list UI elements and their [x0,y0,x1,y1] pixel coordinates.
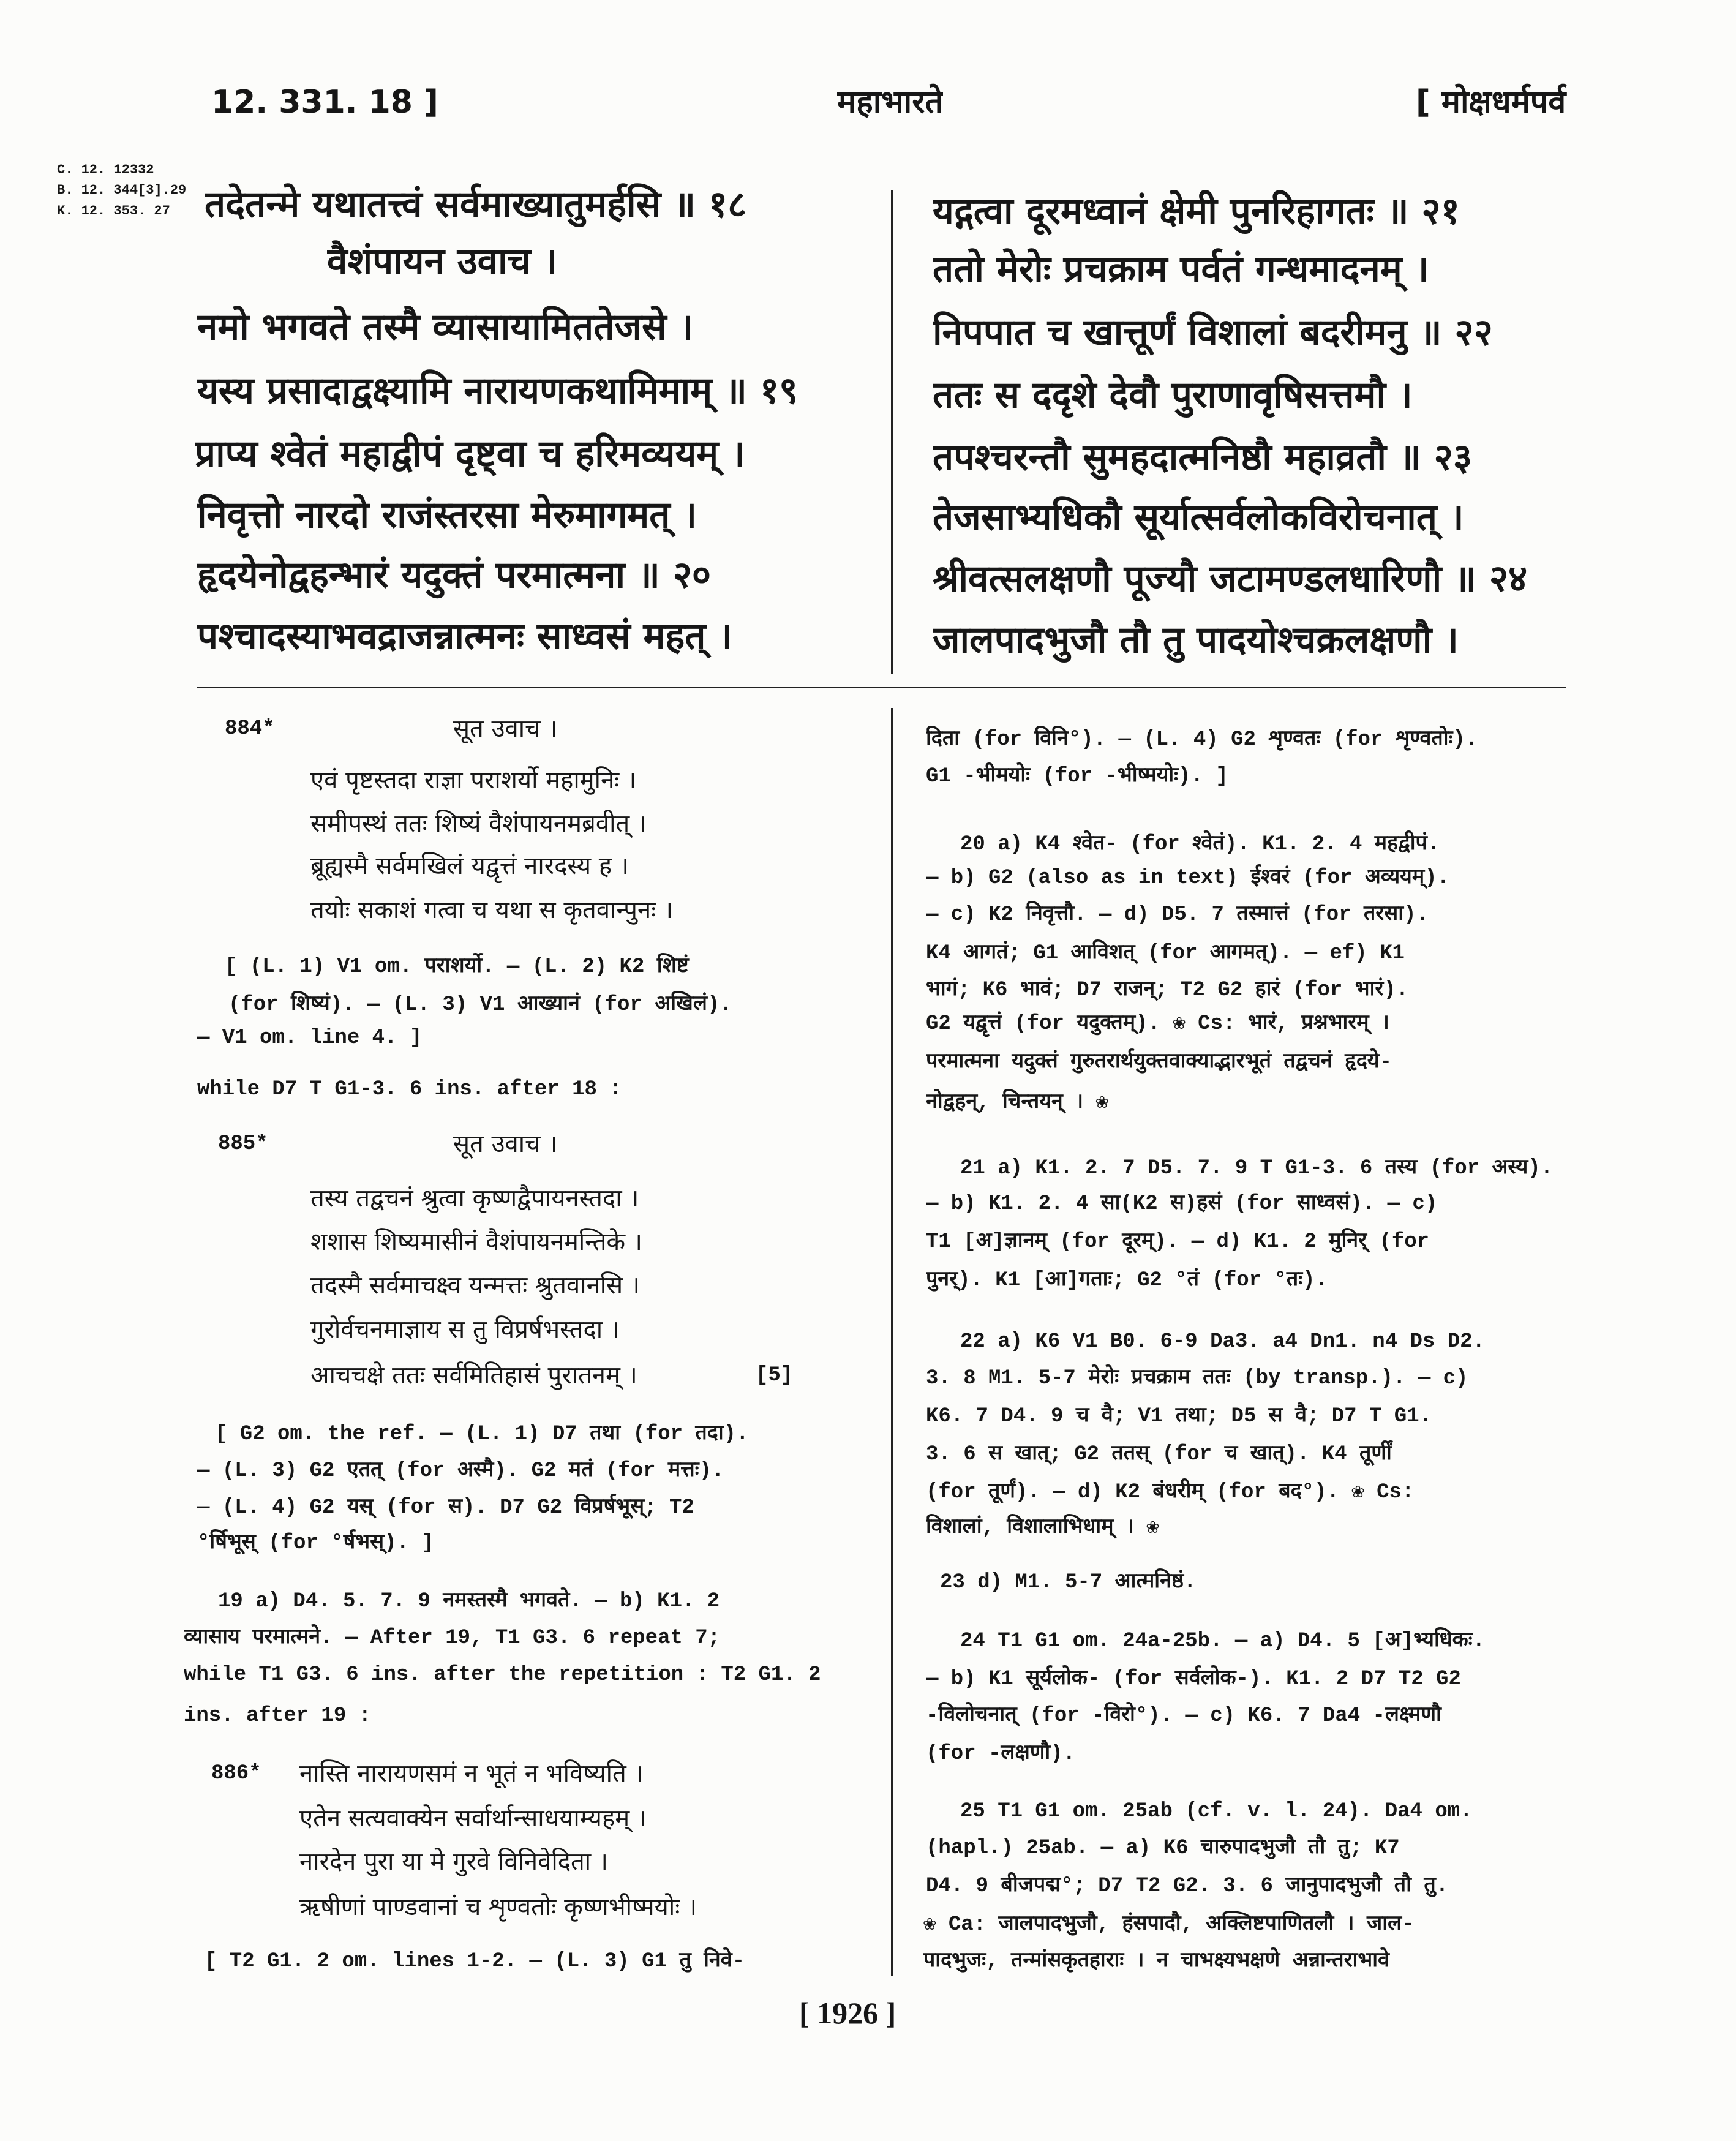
concordance-ref-bombay: B. 12. 344[3].29 [57,182,187,198]
note-line: (for शिष्यं). — (L. 3) V1 आख्यानं (for अखिलं). [228,993,732,1017]
note-line: °र्षिभूस् (for °र्षभस्). ] [197,1532,434,1555]
verse-line: नमो भगवते तस्मै व्यासायामिततेजसे । [197,306,694,348]
note-line: पुनर्). K1 [आ]गताः; G2 °तं (for °तः). [926,1269,1328,1292]
verse-line: यस्य प्रसादाद्वक्ष्यामि नारायणकथामिमाम् ॥ १९ [197,369,798,412]
note-line: नोद्वहन्, चिन्तयन् । ❀ [926,1091,1108,1115]
column-divider [891,190,893,674]
passage-line: शशास शिष्यमासीनं वैशंपायनमन्तिके । [310,1228,642,1256]
note-line: K6. 7 D4. 9 च वै; V1 तथा; D5 स वै; D7 T G1. [926,1405,1432,1428]
verse-line: ततो मेरोः प्रचक्राम पर्वतं गन्धमादनम् । [933,248,1429,291]
passage-line: गुरोर्वचनमाज्ञाय स तु विप्रर्षभस्तदा । [310,1315,620,1344]
note-line: while T1 G3. 6 ins. after the repetition : T2 G1. 2 [184,1663,821,1687]
passage-line: तदस्मै सर्वमाचक्ष्व यन्मत्तः श्रुतवानसि । [310,1271,641,1300]
passage-speaker: सूत उवाच । [453,1130,558,1158]
passage-label-886: 886* [211,1762,261,1785]
note-line: — (L. 4) G2 यस् (for स). D7 G2 विप्रर्षभूस्; T2 [197,1496,694,1519]
note-line: [ G2 om. the ref. — (L. 1) D7 तथा (for तदा). [215,1423,749,1446]
note-line: (for तूर्णं). — d) K2 बंधरीम् (for बद°). ❀ Cs: [926,1481,1415,1504]
passage-line: आचचक्षे ततः सर्वमितिहासं पुरातनम् । [310,1361,637,1390]
note-line: while D7 T G1-3. 6 ins. after 18 : [197,1078,622,1101]
note-line: 3. 8 M1. 5-7 मेरोः प्रचक्राम ततः (by transp.). — c) [926,1367,1468,1390]
passage-line: समीपस्थं ततः शिष्यं वैशंपायनमब्रवीत् । [310,810,647,838]
page-number: [ 1926 ] [799,1996,896,2030]
passage-line: नारदेन पुरा या मे गुरवे विनिवेदिता । [299,1848,609,1876]
verse-line: तेजसाभ्यधिकौ सूर्यात्सर्वलोकविरोचनात् । [933,496,1464,539]
passage-line: नास्ति नारायणसमं न भूतं न भविष्यति । [299,1759,644,1788]
passage-label-885: 885* [218,1132,268,1156]
note-line: व्यासाय परमात्मने. — After 19, T1 G3. 6 repeat 7; [184,1627,721,1650]
verse-line: निवृत्तो नारदो राजंस्तरसा मेरुमागमत् । [197,494,697,536]
apparatus-rule [197,687,1566,688]
note-line: 24 T1 G1 om. 24a-25b. — a) D4. 5 [अ]भ्यधिकः. [960,1630,1486,1653]
page-reference: 12. 331. 18 ] [211,84,438,121]
concordance-ref-kumbhakonam: K. 12. 353. 27 [57,203,170,219]
note-line: 3. 6 स खात्; G2 ततस् (for च खात्). K4 तूर्णीं [926,1443,1392,1466]
passage-line: ब्रूह्यस्मै सर्वमखिलं यद्वृत्तं नारदस्य ह । [310,852,629,880]
note-line: D4. 9 बीजपद्म°; D7 T2 G2. 3. 6 जानुपादभुजौ तौ तु. [926,1875,1449,1898]
note-line: 19 a) D4. 5. 7. 9 नमस्तस्मै भगवते. — b) K1. 2 [218,1590,720,1613]
note-line: 22 a) K6 V1 B0. 6-9 Da3. a4 Dn1. n4 Ds D2. [960,1330,1485,1353]
note-line: ins. after 19 : [184,1704,372,1728]
note-line: विशालां, विशालाभिधाम् । ❀ [926,1516,1159,1540]
note-line: (for -लक्षणौ). [926,1742,1076,1766]
note-line: T1 [अ]ज्ञानम् (for दूरम्). — d) K1. 2 मुनिर् (for [926,1230,1430,1254]
note-line: परमात्मना यदुक्तं गुरुतरार्थयुक्तवाक्याद्भारभूतं तद्वचनं हृदये- [926,1051,1392,1074]
note-line: पादभुजः, तन्मांसकृतहाराः । न चाभक्ष्यभक्षणे अन्नान्तराभावे [923,1950,1389,1973]
note-line: (hapl.) 25ab. — a) K6 चारुपादभुजौ तौ तु; K7 [926,1837,1400,1860]
section-title: [ मोक्षधर्मपर्व [1416,84,1566,121]
note-line: ❀ Ca: जालपादभुजौ, हंसपादौ, अक्लिष्टपाणितलौ । जाल- [923,1913,1415,1936]
verse-line: तपश्चरन्तौ सुमहदात्मनिष्ठौ महाव्रतौ ॥ २३ [933,436,1473,479]
note-line: दिता (for विनि°). — (L. 4) G2 शृण्वतः (for शृण्वतोः). [926,728,1478,751]
running-title: महाभारते [837,84,944,121]
note-line: — b) G2 (also as in text) ईश्वरं (for अव्ययम्). [926,867,1450,890]
verse-line: यद्गत्वा दूरमध्वानं क्षेमी पुनरिहागतः ॥ २१ [933,190,1460,233]
note-line: — b) K1 सूर्यलोक- (for सर्वलोक-). K1. 2 D7 T2 G2 [926,1668,1461,1691]
note-line: 23 d) M1. 5-7 आत्मनिष्ठं. [940,1571,1197,1594]
verse-line: श्रीवत्सलक्षणौ पूज्यौ जटामण्डलधारिणौ ॥ २४ [933,557,1528,600]
passage-speaker: सूत उवाच । [453,715,558,743]
concordance-ref-calcutta: C. 12. 12332 [57,162,154,178]
speaker-heading: वैशंपायन उवाच । [327,240,558,283]
verse-line: हृदयेनोद्वहन्भारं यदुक्तं परमात्मना ॥ २० [197,554,712,596]
note-line: 21 a) K1. 2. 7 D5. 7. 9 T G1-3. 6 तस्य (for अस्य). [960,1157,1554,1180]
passage-line: ऋषीणां पाण्डवानां च शृण्वतोः कृष्णभीष्मयोः । [299,1893,697,1921]
passage-label-884: 884* [225,717,275,740]
line-marker: [5] [756,1364,794,1387]
passage-line: तस्य तद्वचनं श्रुत्वा कृष्णद्वैपायनस्तदा । [310,1184,639,1213]
verse-line: तदेतन्मे यथातत्त्वं सर्वमाख्यातुमर्हसि ॥ १८ [205,183,747,226]
verse-line: जालपादभुजौ तौ तु पादयोश्चक्रलक्षणौ । [933,619,1459,661]
note-line: [ T2 G1. 2 om. lines 1-2. — (L. 3) G1 तु निवे- [205,1950,745,1973]
note-line: 20 a) K4 श्वेत- (for श्वेतं). K1. 2. 4 महद्वीपं. [960,833,1440,856]
note-line: G1 -भीमयोः (for -भीष्मयोः). ] [926,765,1228,788]
verse-line: पश्चादस्याभवद्राजन्नात्मनः साध्वसं महत् । [197,615,733,658]
note-line: — V1 om. line 4. ] [197,1026,423,1050]
note-line: — (L. 3) G2 एतत् (for अस्मै). G2 मतं (for मत्तः). [197,1459,724,1483]
apparatus-column-divider [891,708,893,1976]
note-line: — b) K1. 2. 4 सा(K2 स)हसं (for साध्वसं). — c) [926,1192,1438,1216]
note-line: -विलोचनात् (for -विरो°). — c) K6. 7 Da4 -लक्ष्मणौ [926,1704,1441,1728]
note-line: K4 आगतं; G1 आविशत् (for आगमत्). — ef) K1 [926,942,1405,965]
note-line: 25 T1 G1 om. 25ab (cf. v. l. 24). Da4 om. [960,1800,1473,1823]
passage-line: एवं पृष्टस्तदा राज्ञा पराशर्यो महामुनिः । [310,766,637,794]
passage-line: तयोः सकाशं गत्वा च यथा स कृतवान्पुनः । [310,896,674,924]
note-line: [ (L. 1) V1 om. पराशर्यो. — (L. 2) K2 शिष्टं [225,955,689,979]
note-line: G2 यद्वृत्तं (for यदुक्तम्). ❀ Cs: भारं, प्रश्नभारम् । [926,1012,1389,1036]
note-line: भागं; K6 भावं; D7 राजन्; T2 G2 हारं (for भारं). [926,979,1409,1002]
passage-line: एतेन सत्यवाक्येन सर्वार्थान्साधयाम्यहम् । [299,1804,647,1832]
verse-line: प्राप्य श्वेतं महाद्वीपं दृष्ट्वा च हरिमव्ययम् । [195,432,745,475]
verse-line: निपपात च खात्तूर्णं विशालां बदरीमनु ॥ २२ [933,311,1493,354]
note-line: — c) K2 निवृत्तौ. — d) D5. 7 तस्मात्तं (for तरसा). [926,903,1429,927]
verse-line: ततः स ददृशे देवौ पुराणावृषिसत्तमौ । [933,374,1413,416]
